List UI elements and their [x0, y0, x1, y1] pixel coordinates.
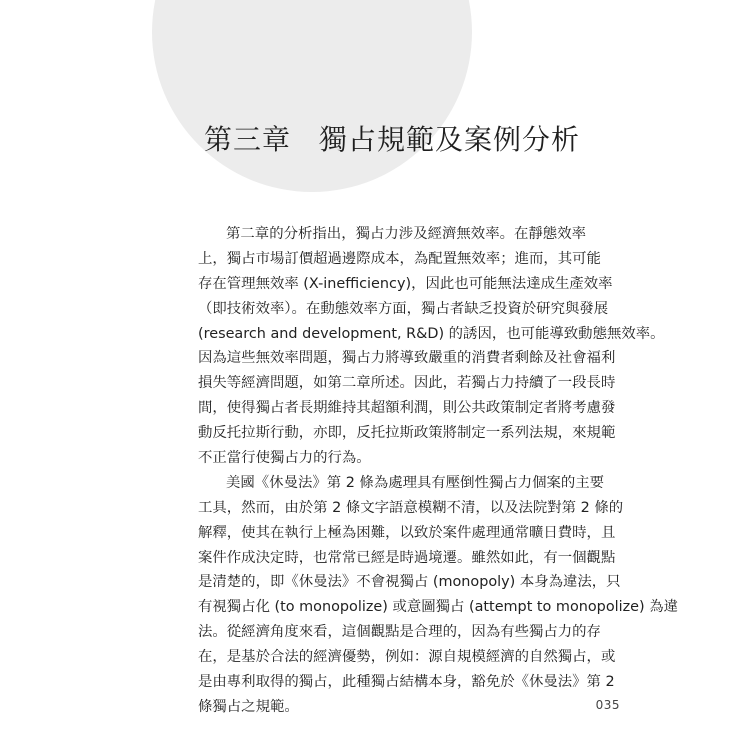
text-line: (research and development, R&D) 的誘因，也可能導致動態無效率。: [198, 325, 665, 342]
text-line: 是由專利取得的獨占，此種獨占結構本身，豁免於《休曼法》第 2: [198, 674, 615, 691]
text-line: 法。從經濟角度來看，這個觀點是合理的，因為有些獨占力的存: [198, 624, 601, 641]
text-line: 上，獨占市場訂價超過邊際成本，為配置無效率；進而，其可能: [198, 250, 601, 267]
chapter-heading: [204, 118, 580, 158]
text-line: 條獨占之規範。: [198, 698, 299, 715]
text-line: 有視獨占化 (to monopolize) 或意圖獨占 (attempt to monopolize) 為違: [198, 599, 678, 616]
text-line: 美國《休曼法》第 2 條為處理具有壓倒性獨占力個案的主要: [226, 474, 605, 491]
text-line: 存在管理無效率 (X-inefficiency)，因此也可能無法達成生產效率: [198, 275, 613, 292]
text-line: 不正當行使獨占力的行為。: [198, 450, 371, 467]
decorative-circle: [152, 0, 472, 192]
text-line: 損失等經濟問題，如第二章所述。因此，若獨占力持續了一段長時: [198, 375, 616, 392]
text-line: 是清楚的，即《休曼法》不會視獨占 (monopoly) 本身為違法，只: [198, 574, 621, 591]
text-line: 在，是基於合法的經濟優勢，例如：源自規模經濟的自然獨占，或: [198, 649, 616, 666]
text-line: 工具，然而，由於第 2 條文字語意模糊不清，以及法院對第 2 條的: [198, 499, 624, 516]
text-line: 動反托拉斯行動，亦即，反托拉斯政策將制定一系列法規，來規範: [198, 425, 616, 442]
chapter-number: 第三章: [204, 123, 292, 156]
text-line: 解釋，使其在執行上極為困難，以致於案件處理通常曠日費時，且: [198, 524, 616, 541]
page-number: 035: [595, 698, 620, 712]
text-line: 因為這些無效率問題，獨占力將導致嚴重的消費者剩餘及社會福利: [198, 350, 616, 367]
text-line: （即技術效率）。在動態效率方面，獨占者缺乏投資於研究與發展: [198, 300, 609, 317]
text-line: 案件作成決定時，也常常已經是時過境遷。雖然如此，有一個觀點: [198, 549, 616, 566]
chapter-title: 獨占規範及案例分析: [319, 123, 581, 156]
text-line: 間，使得獨占者長期維持其超額利潤，則公共政策制定者將考慮發: [198, 400, 616, 417]
text-line: 第二章的分析指出，獨占力涉及經濟無效率。在靜態效率: [226, 226, 586, 242]
